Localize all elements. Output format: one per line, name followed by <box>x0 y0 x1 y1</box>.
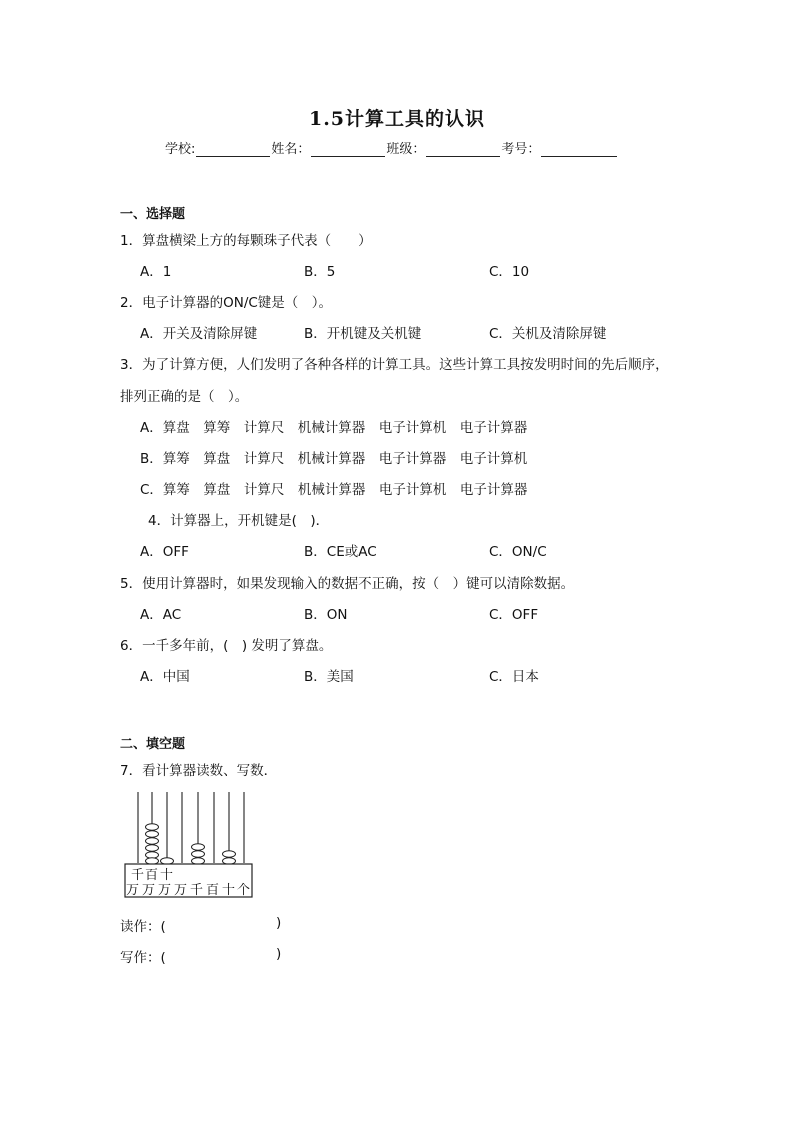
name-blank[interactable] <box>311 142 385 157</box>
school-blank[interactable] <box>196 142 270 157</box>
question-7: 7．看计算器读数、写数． <box>120 763 278 779</box>
q5-option-a[interactable]: A．AC <box>140 607 182 623</box>
abacus-beads <box>146 824 236 864</box>
question-2: 2．电子计算器的ON/C键是（ ）。 <box>120 295 333 311</box>
abacus-bottom-label: 千 <box>190 883 204 898</box>
abacus-bottom-label: 万 <box>126 883 140 898</box>
write-as-close: ) <box>276 946 282 962</box>
q3-option-b[interactable]: B．算筹 算盘 计算尺 机械计算器 电子计算器 电子计算机 <box>140 451 528 467</box>
q4-option-b[interactable]: B．CE或AC <box>304 544 377 560</box>
q4-option-c[interactable]: C．ON/C <box>489 544 547 560</box>
q6-option-b[interactable]: B．美国 <box>304 669 354 685</box>
abacus-top-label: 十 <box>160 868 174 883</box>
abacus-bottom-label: 十 <box>222 883 236 898</box>
question-6: 6．一千多年前，( ) 发明了算盘。 <box>120 638 333 654</box>
q1-option-c[interactable]: C．10 <box>489 264 530 280</box>
question-3-line2: 排列正确的是（ ）。 <box>120 389 249 405</box>
abacus-top-label: 百 <box>145 868 159 883</box>
write-as-label: 写作：( <box>120 950 166 966</box>
q1-option-b[interactable]: B．5 <box>304 264 336 280</box>
abacus-figure <box>124 790 254 900</box>
q2-option-c[interactable]: C．关机及清除屏键 <box>489 326 607 342</box>
page-title: 1.5计算工具的认识 <box>308 108 486 130</box>
q3-option-a[interactable]: A．算盘 算筹 计算尺 机械计算器 电子计算机 电子计算器 <box>140 420 528 436</box>
q2-option-a[interactable]: A．开关及清除屏键 <box>140 326 258 342</box>
id-blank[interactable] <box>541 142 617 157</box>
q5-option-b[interactable]: B．ON <box>304 607 348 623</box>
write-as-answer-field[interactable] <box>164 946 276 964</box>
question-4: 4．计算器上，开机键是( )． <box>148 513 330 529</box>
abacus-bottom-label: 万 <box>174 883 188 898</box>
q4-option-a[interactable]: A．OFF <box>140 544 189 560</box>
section-heading-fill: 二、填空题 <box>120 737 186 752</box>
abacus-bottom-label: 万 <box>158 883 172 898</box>
id-label: 考号： <box>501 142 541 157</box>
question-5: 5．使用计算器时，如果发现输入的数据不正确，按（ ）键可以清除数据。 <box>120 576 575 592</box>
class-blank[interactable] <box>426 142 500 157</box>
q2-option-b[interactable]: B．开机键及关机键 <box>304 326 422 342</box>
student-info-line <box>165 138 618 157</box>
abacus-bottom-label: 百 <box>206 883 220 898</box>
read-as-label: 读作：( <box>120 919 166 935</box>
q3-option-c[interactable]: C．算筹 算盘 计算尺 机械计算器 电子计算机 电子计算器 <box>140 482 528 498</box>
name-label: 姓名： <box>271 142 311 157</box>
q6-option-c[interactable]: C．日本 <box>489 669 539 685</box>
q5-option-c[interactable]: C．OFF <box>489 607 539 623</box>
abacus-bottom-label: 个 <box>237 883 251 898</box>
school-label: 学校: <box>165 142 196 157</box>
section-heading-choice: 一、选择题 <box>120 207 186 222</box>
question-1: 1．算盘横梁上方的每颗珠子代表（ ） <box>120 233 372 249</box>
read-as-close: ) <box>276 915 282 931</box>
class-label: 班级： <box>386 142 426 157</box>
q6-option-a[interactable]: A．中国 <box>140 669 190 685</box>
q1-option-a[interactable]: A．1 <box>140 264 172 280</box>
abacus-bottom-label: 万 <box>142 883 156 898</box>
read-as-answer-field[interactable] <box>164 915 276 933</box>
question-3: 3．为了计算方便，人们发明了各种各样的计算工具。这些计算工具按发明时间的先后顺序， <box>120 357 669 373</box>
abacus-top-label: 千 <box>131 868 145 883</box>
